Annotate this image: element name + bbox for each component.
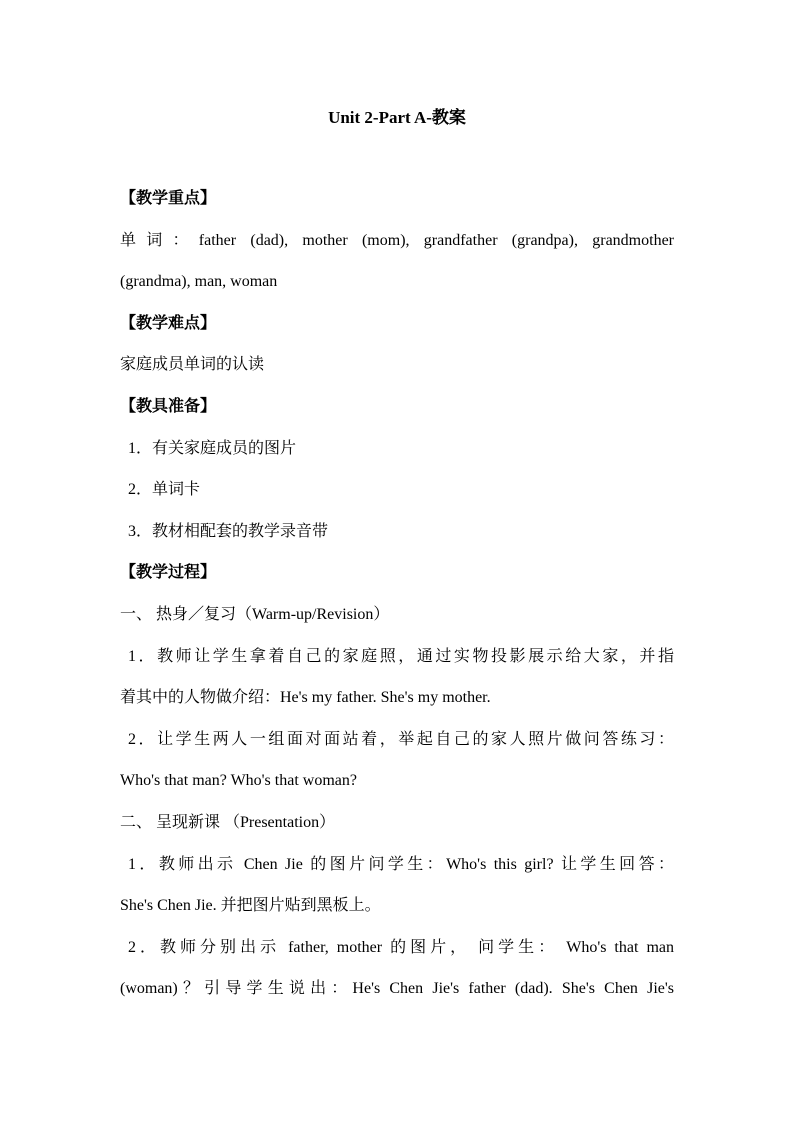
list-item: 3．教材相配套的教学录音带 [128, 522, 329, 540]
subsection-heading-warmup: 一、 热身／复习（Warm-up/Revision） [120, 605, 390, 623]
document-body [120, 178, 674, 1010]
section-heading-key-points: 【教学重点】 [120, 190, 217, 207]
document-title: Unit 2-Part A-教案 [328, 108, 466, 127]
paragraph-line: 家庭成员单词的认读 [120, 356, 265, 374]
paragraph-line: 单词：father (dad), mother (mom), grandfather (grandpa), grandmother [120, 231, 674, 249]
paragraph-line: 2．教师分别出示 father, mother 的图片， 问学生： Who's that man [128, 938, 674, 956]
section-heading-process: 【教学过程】 [120, 564, 217, 582]
paragraph-line: She's Chen Jie. 并把图片贴到黑板上。 [120, 897, 381, 915]
subsection-heading-presentation: 二、 呈现新课 （Presentation） [120, 813, 336, 831]
section-heading-difficulties: 【教学难点】 [120, 314, 217, 332]
list-item: 2．单词卡 [128, 481, 201, 499]
paragraph-line: Who's that man? Who's that woman? [120, 772, 357, 790]
paragraph-line: 着其中的人物做介绍：He's my father. She's my mother. [120, 689, 491, 707]
paragraph-line: (grandma), man, woman [120, 273, 278, 291]
list-item: 1．有关家庭成员的图片 [128, 439, 297, 457]
paragraph-line: (woman)？引导学生说出：He's Chen Jie's father (dad). She's Chen Jie's [120, 980, 674, 998]
section-heading-materials: 【教具准备】 [120, 397, 217, 415]
paragraph-line: 1．教师出示 Chen Jie 的图片问学生：Who's this girl? 让学生回答： [128, 855, 674, 873]
paragraph-line: 2．让学生两人一组面对面站着，举起自己的家人照片做问答练习： [128, 730, 674, 748]
paragraph-line: 1．教师让学生拿着自己的家庭照，通过实物投影展示给大家，并指 [128, 647, 674, 665]
